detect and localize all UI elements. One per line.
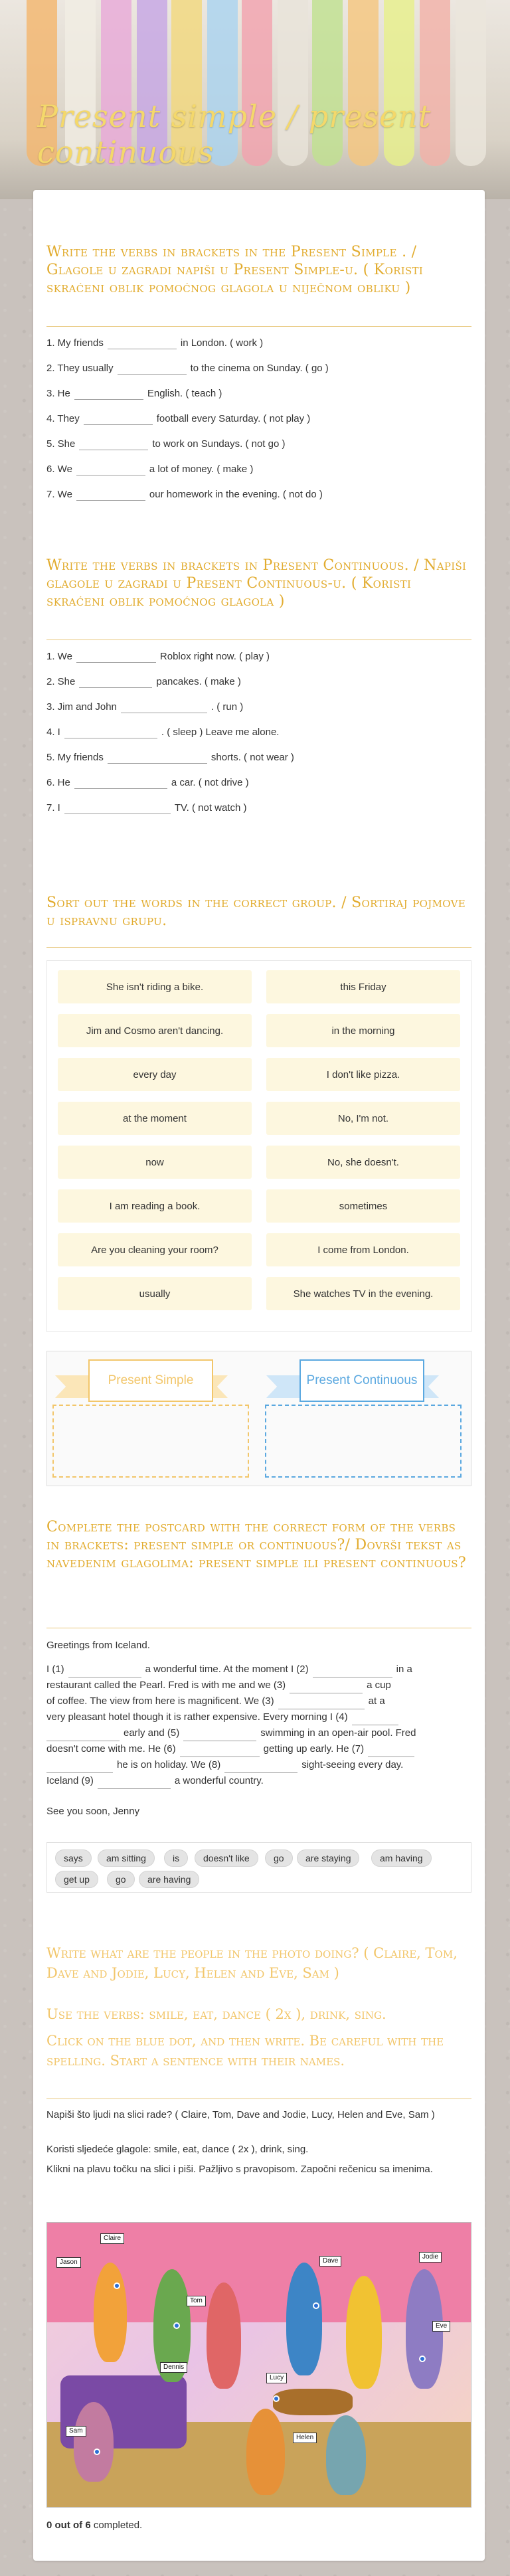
postcard-greeting: Greetings from Iceland.	[46, 1640, 150, 1651]
answer-blank[interactable]	[79, 440, 148, 450]
drop-zone-present-simple[interactable]	[52, 1405, 249, 1478]
answer-blank[interactable]	[74, 389, 143, 400]
answer-hotspot[interactable]	[419, 2356, 426, 2362]
section5-instruction-hr-2: Koristi sljedeće glagole: smile, eat, dance ( 2x ), drink, sing.	[46, 2144, 309, 2155]
drop-zone-present-continuous[interactable]	[265, 1405, 462, 1478]
person-figure	[246, 2409, 285, 2495]
list-item: 3. Jim and John . ( run )	[46, 701, 244, 713]
photo-label: Eve	[432, 2321, 450, 2332]
answer-blank[interactable]	[46, 1731, 120, 1741]
page-title: Present simple / present continuous	[37, 98, 432, 170]
section3-divider	[46, 947, 471, 948]
word-chip[interactable]: says	[55, 1849, 92, 1867]
answer-blank[interactable]	[68, 1667, 141, 1677]
sort-tile[interactable]: this Friday	[266, 970, 460, 1003]
word-chip[interactable]: am having	[371, 1849, 432, 1867]
answer-blank[interactable]	[290, 1683, 363, 1693]
list-item: 1. My friends in London. ( work )	[46, 337, 264, 349]
answer-hotspot[interactable]	[114, 2282, 120, 2289]
photo-label: Lucy	[266, 2373, 287, 2383]
photo-label: Jodie	[419, 2252, 442, 2263]
section5-instructions: Click on the blue dot, and then write. Be careful with the spelling. Start a sentence with their names.	[46, 2033, 444, 2069]
person-figure	[74, 2402, 114, 2482]
photo-label: Tom	[187, 2296, 206, 2306]
sort-tile[interactable]: in the morning	[266, 1014, 460, 1047]
sort-tile[interactable]: No, I'm not.	[266, 1102, 460, 1135]
group-label-present-continuous: Present Continuous	[299, 1359, 424, 1402]
list-item: 5. She to work on Sundays. ( not go )	[46, 438, 286, 450]
section1-divider	[46, 326, 471, 327]
ribbon-wing-left	[55, 1375, 91, 1398]
answer-blank[interactable]	[84, 414, 153, 425]
list-item: 2. She pancakes. ( make )	[46, 676, 241, 687]
person-figure	[346, 2276, 382, 2389]
sort-tile[interactable]: Are you cleaning your room?	[58, 1233, 252, 1266]
photo-label: Jason	[56, 2257, 81, 2268]
score-footer	[46, 2520, 142, 2531]
photo-label: Helen	[293, 2433, 317, 2443]
answer-blank[interactable]	[224, 1762, 298, 1773]
answer-blank[interactable]	[74, 778, 167, 789]
section5-subtitle: Use the verbs: smile, eat, dance ( 2x ), drink, sing.	[46, 2006, 386, 2022]
section1-title: Write the verbs in brackets in the Present Simple . / Glagole u zagradi napiši u Present Simple-u. ( Koristi skraćeni oblik pomoćnog glagola u niječnom obliku )	[46, 244, 424, 296]
word-chip[interactable]: are having	[139, 1871, 199, 1888]
sort-tile[interactable]: I come from London.	[266, 1233, 460, 1266]
list-item: 3. He English. ( teach )	[46, 388, 222, 399]
list-item: 4. I . ( sleep ) Leave me alone.	[46, 727, 280, 738]
word-chip[interactable]: go	[107, 1871, 135, 1888]
ribbon-wing-left	[266, 1375, 302, 1398]
postcard-signoff: See you soon, Jenny	[46, 1806, 140, 1817]
section5-title: Write what are the people in the photo doing? ( Claire, Tom, Dave and Jodie, Lucy, Helen and Eve, Sam )	[46, 1945, 458, 1981]
sort-tiles-grid	[46, 960, 471, 1332]
person-figure	[94, 2263, 127, 2362]
group-label-present-simple: Present Simple	[88, 1359, 213, 1402]
sort-tile[interactable]: at the moment	[58, 1102, 252, 1135]
answer-blank[interactable]	[108, 753, 207, 764]
photo-label: Sam	[66, 2426, 86, 2437]
word-chip[interactable]: are staying	[297, 1849, 359, 1867]
photo-table	[273, 2389, 353, 2415]
answer-blank[interactable]	[64, 728, 157, 738]
sort-tile[interactable]: No, she doesn't.	[266, 1146, 460, 1179]
sort-tile[interactable]: I am reading a book.	[58, 1189, 252, 1223]
answer-hotspot[interactable]	[94, 2448, 100, 2455]
answer-hotspot[interactable]	[273, 2395, 280, 2402]
answer-blank[interactable]	[46, 1762, 113, 1773]
answer-blank[interactable]	[64, 804, 171, 814]
word-bank	[46, 1842, 471, 1893]
person-figure	[286, 2263, 322, 2375]
answer-blank[interactable]	[79, 677, 152, 688]
list-item: 4. They football every Saturday. ( not play )	[46, 413, 311, 424]
sort-tile[interactable]: She isn't riding a bike.	[58, 970, 252, 1003]
word-chip[interactable]: get up	[55, 1871, 98, 1888]
section2-title: Write the verbs in brackets in Present Continuous. / Napiši glagole u zagradi u Present Continuous-u. ( Koristi skraćeni oblik pomoćnog glagola )	[46, 557, 467, 610]
section4-title: Complete the postcard with the correct form of the verbs in brackets: present simple or continuous?/ Dovrši tekst as navedenim glagolima: present simple ili present continuous?	[46, 1519, 466, 1571]
answer-blank[interactable]	[180, 1747, 260, 1757]
worksheet-card	[33, 190, 485, 2561]
person-figure	[207, 2282, 241, 2389]
postcard-text: I (1) a wonderful time. At the moment I (2) in a restaurant called the Pearl. Fred is with me and we (3) a cup of coffee. The view from here is magnificent. We (3) at a very pleasant hotel though it is rather expensive. Every morning I (4) early and (5) swimming in an open-air pool. Fred doesn't come with me. He (6) getting up early. He (7) he is on holiday. We (8) sight-seeing every day. Iceland (9) a wonderful country.	[46, 1662, 471, 1789]
sort-tile[interactable]: every day	[58, 1058, 252, 1091]
party-photo	[46, 2222, 471, 2508]
answer-blank[interactable]	[121, 703, 207, 713]
answer-blank[interactable]	[183, 1731, 256, 1741]
sort-tile[interactable]: She watches TV in the evening.	[266, 1277, 460, 1310]
answer-blank[interactable]	[76, 465, 145, 475]
header-banner	[0, 0, 510, 199]
answer-blank[interactable]	[278, 1699, 365, 1709]
list-item: 7. We our homework in the evening. ( not do )	[46, 489, 323, 500]
list-item: 6. We a lot of money. ( make )	[46, 464, 254, 475]
word-chip[interactable]: doesn't like	[195, 1849, 258, 1867]
answer-blank[interactable]	[76, 652, 156, 663]
answer-blank[interactable]	[98, 1778, 171, 1789]
score-label: completed.	[90, 2520, 143, 2531]
section5-instruction-hr-1: Napiši što ljudi na slici rade? ( Claire, Tom, Dave and Jodie, Lucy, Helen and Eve, Sam )	[46, 2109, 435, 2120]
photo-label: Dave	[319, 2256, 341, 2267]
answer-blank[interactable]	[118, 364, 187, 375]
person-figure	[326, 2415, 366, 2495]
list-item: 5. My friends shorts. ( not wear )	[46, 752, 294, 763]
sort-tile[interactable]: usually	[58, 1277, 252, 1310]
sort-drop-area	[46, 1351, 471, 1486]
answer-blank[interactable]	[76, 490, 145, 501]
answer-blank[interactable]	[313, 1667, 392, 1677]
answer-blank[interactable]	[368, 1747, 414, 1757]
section3-title: Sort out the words in the correct group. / Sortiraj pojmove u ispravnu grupu.	[46, 895, 466, 929]
list-item: 1. We Roblox right now. ( play )	[46, 651, 270, 662]
sort-tile[interactable]: I don't like pizza.	[266, 1058, 460, 1091]
sort-tile[interactable]: Jim and Cosmo aren't dancing.	[58, 1014, 252, 1047]
score-value: 0 out of 6	[46, 2520, 91, 2531]
list-item: 7. I TV. ( not watch )	[46, 802, 247, 814]
sort-tile[interactable]: sometimes	[266, 1189, 460, 1223]
answer-blank[interactable]	[352, 1715, 398, 1725]
answer-hotspot[interactable]	[173, 2322, 180, 2329]
list-item: 2. They usually to the cinema on Sunday. ( go )	[46, 363, 329, 374]
sort-tile[interactable]: now	[58, 1146, 252, 1179]
list-item: 6. He a car. ( not drive )	[46, 777, 249, 788]
photo-label: Dennis	[160, 2362, 187, 2373]
word-chip[interactable]: am sitting	[98, 1849, 155, 1867]
photo-label: Claire	[100, 2233, 124, 2244]
word-chip[interactable]: go	[265, 1849, 293, 1867]
section5-instruction-hr-3: Klikni na plavu točku na slici i piši. Pažljivo s pravopisom. Započni rečenicu sa imenima.	[46, 2164, 433, 2175]
answer-hotspot[interactable]	[313, 2302, 319, 2309]
word-chip[interactable]: is	[164, 1849, 188, 1867]
answer-blank[interactable]	[108, 339, 177, 349]
